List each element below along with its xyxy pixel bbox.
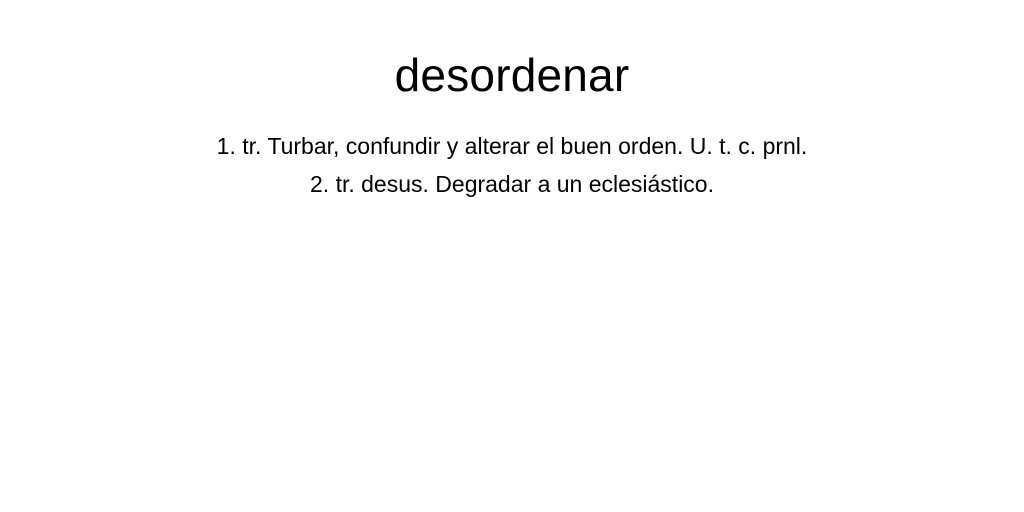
definition-1: 1. tr. Turbar, confundir y alterar el buen orden. U. t. c. prnl. xyxy=(216,133,808,159)
headword: desordenar xyxy=(394,49,630,101)
definition-2: 2. tr. desus. Degradar a un eclesiástico. xyxy=(310,171,714,197)
dictionary-entry xyxy=(0,0,1024,203)
definition-list xyxy=(0,101,1024,203)
